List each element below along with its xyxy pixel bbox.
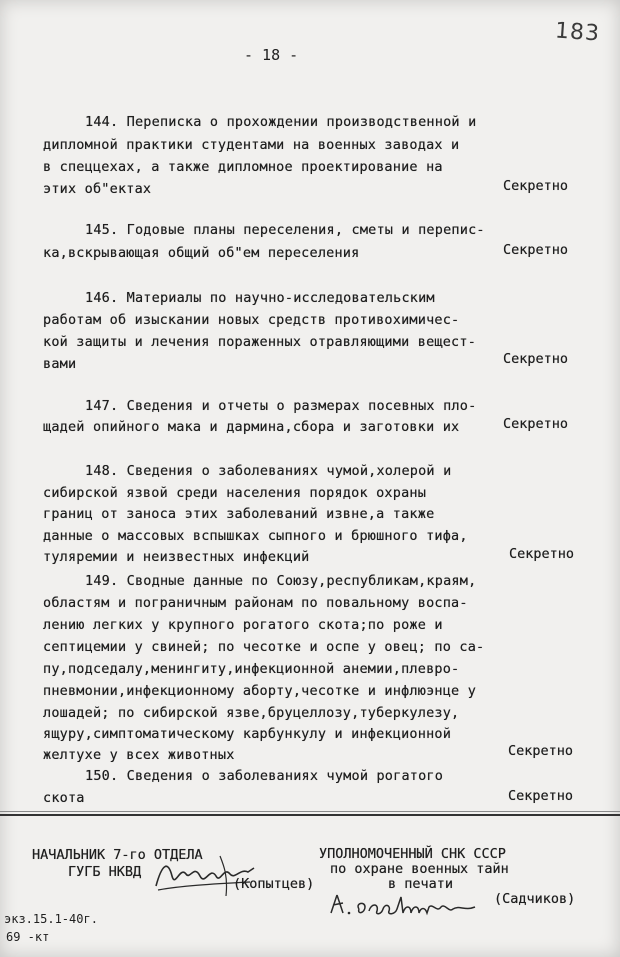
item-line: 144. Переписка о прохождении производственной и <box>85 114 477 130</box>
divider-line <box>0 814 620 816</box>
item-line: данные о массовых вспышках сыпного и брюшного тифа, <box>43 528 468 544</box>
handwritten-signature <box>150 846 260 904</box>
handwritten-signature <box>325 885 490 927</box>
copy-note: экз.15.1-40г. <box>4 912 98 926</box>
item-line: кой защиты и лечения пораженных отравляющими вещест- <box>43 334 477 350</box>
signatory-name: (Садчиков) <box>494 891 576 907</box>
classification-label: Секретно <box>503 351 569 367</box>
item-line: септицемии у свиней; по чесотке и оспе у овец; по са- <box>43 639 485 655</box>
item-line: пу,подседалу,менингиту,инфекционной анемии,плевро- <box>43 661 460 677</box>
item-line: этих об"ектах <box>43 181 152 197</box>
item-line: 148. Сведения о заболеваниях чумой,холерой и <box>85 463 452 479</box>
item-line: вами <box>43 356 77 372</box>
item-line: пневмонии,инфекционному аборту,чесотке и инфлюэнце у <box>43 683 477 699</box>
item-line: дипломной практики студентами на военных заводах и <box>43 137 460 153</box>
signatory-title: ГУГБ НКВД <box>68 864 142 880</box>
classification-label: Секретно <box>509 546 575 562</box>
classification-label: Секретно <box>508 788 574 804</box>
signatory-name: (Копытцев) <box>233 876 315 892</box>
signatory-title: по охране военных тайн <box>330 861 509 877</box>
item-line: 145. Годовые планы переселения, сметы и перепис- <box>85 222 485 238</box>
classification-label: Секретно <box>508 743 574 759</box>
item-line: сибирской язвой среди населения порядок охраны <box>43 485 427 501</box>
classification-label: Секретно <box>503 242 569 258</box>
classification-label: Секретно <box>503 416 569 432</box>
item-line: 146. Материалы по научно-исследовательским <box>85 290 435 306</box>
folio-number: 183 <box>554 18 601 47</box>
item-line: 147. Сведения и отчеты о размерах посевных пло- <box>85 398 477 414</box>
signatory-title: в печати <box>388 876 454 892</box>
classification-label: Секретно <box>503 178 569 194</box>
signatory-title: НАЧАЛЬНИК 7-го ОТДЕЛА <box>32 847 203 863</box>
item-line: щадей опийного мака и дармина,сбора и заготовки их <box>43 419 460 435</box>
divider-line <box>0 811 620 812</box>
item-line: ка,вскрывающая общий об"ем переселения <box>43 245 360 261</box>
item-line: скота <box>43 790 85 806</box>
item-line: границ от заноса этих заболеваний извне,а также <box>43 506 435 522</box>
page-number: - 18 - <box>244 46 299 64</box>
item-line: 149. Сводные данные по Союзу,республикам,краям, <box>85 573 477 589</box>
copy-note: 69 -кт <box>6 930 50 944</box>
item-line: работам об изыскании новых средств противохимичес- <box>43 312 460 328</box>
signatory-title: УПОЛНОМОЧЕННЫЙ СНК СССР <box>319 846 506 862</box>
item-line: туляремии и неизвестных инфекций <box>43 549 310 565</box>
item-line: лению легких у крупного рогатого скота;по роже и <box>43 617 443 633</box>
item-line: ящуру,симптоматическому карбункулу и инфекционной <box>43 726 452 742</box>
item-line: 150. Сведения о заболеваниях чумой рогатого <box>85 768 444 784</box>
item-line: лошадей; по сибирской язве,бруцеллозу,туберкулезу, <box>43 705 460 721</box>
item-line: в спеццехах, а также дипломное проектирование на <box>43 159 443 175</box>
item-line: желтухе у всех животных <box>43 747 235 763</box>
item-line: областям и пограничным районам по повальному воспа- <box>43 595 468 611</box>
